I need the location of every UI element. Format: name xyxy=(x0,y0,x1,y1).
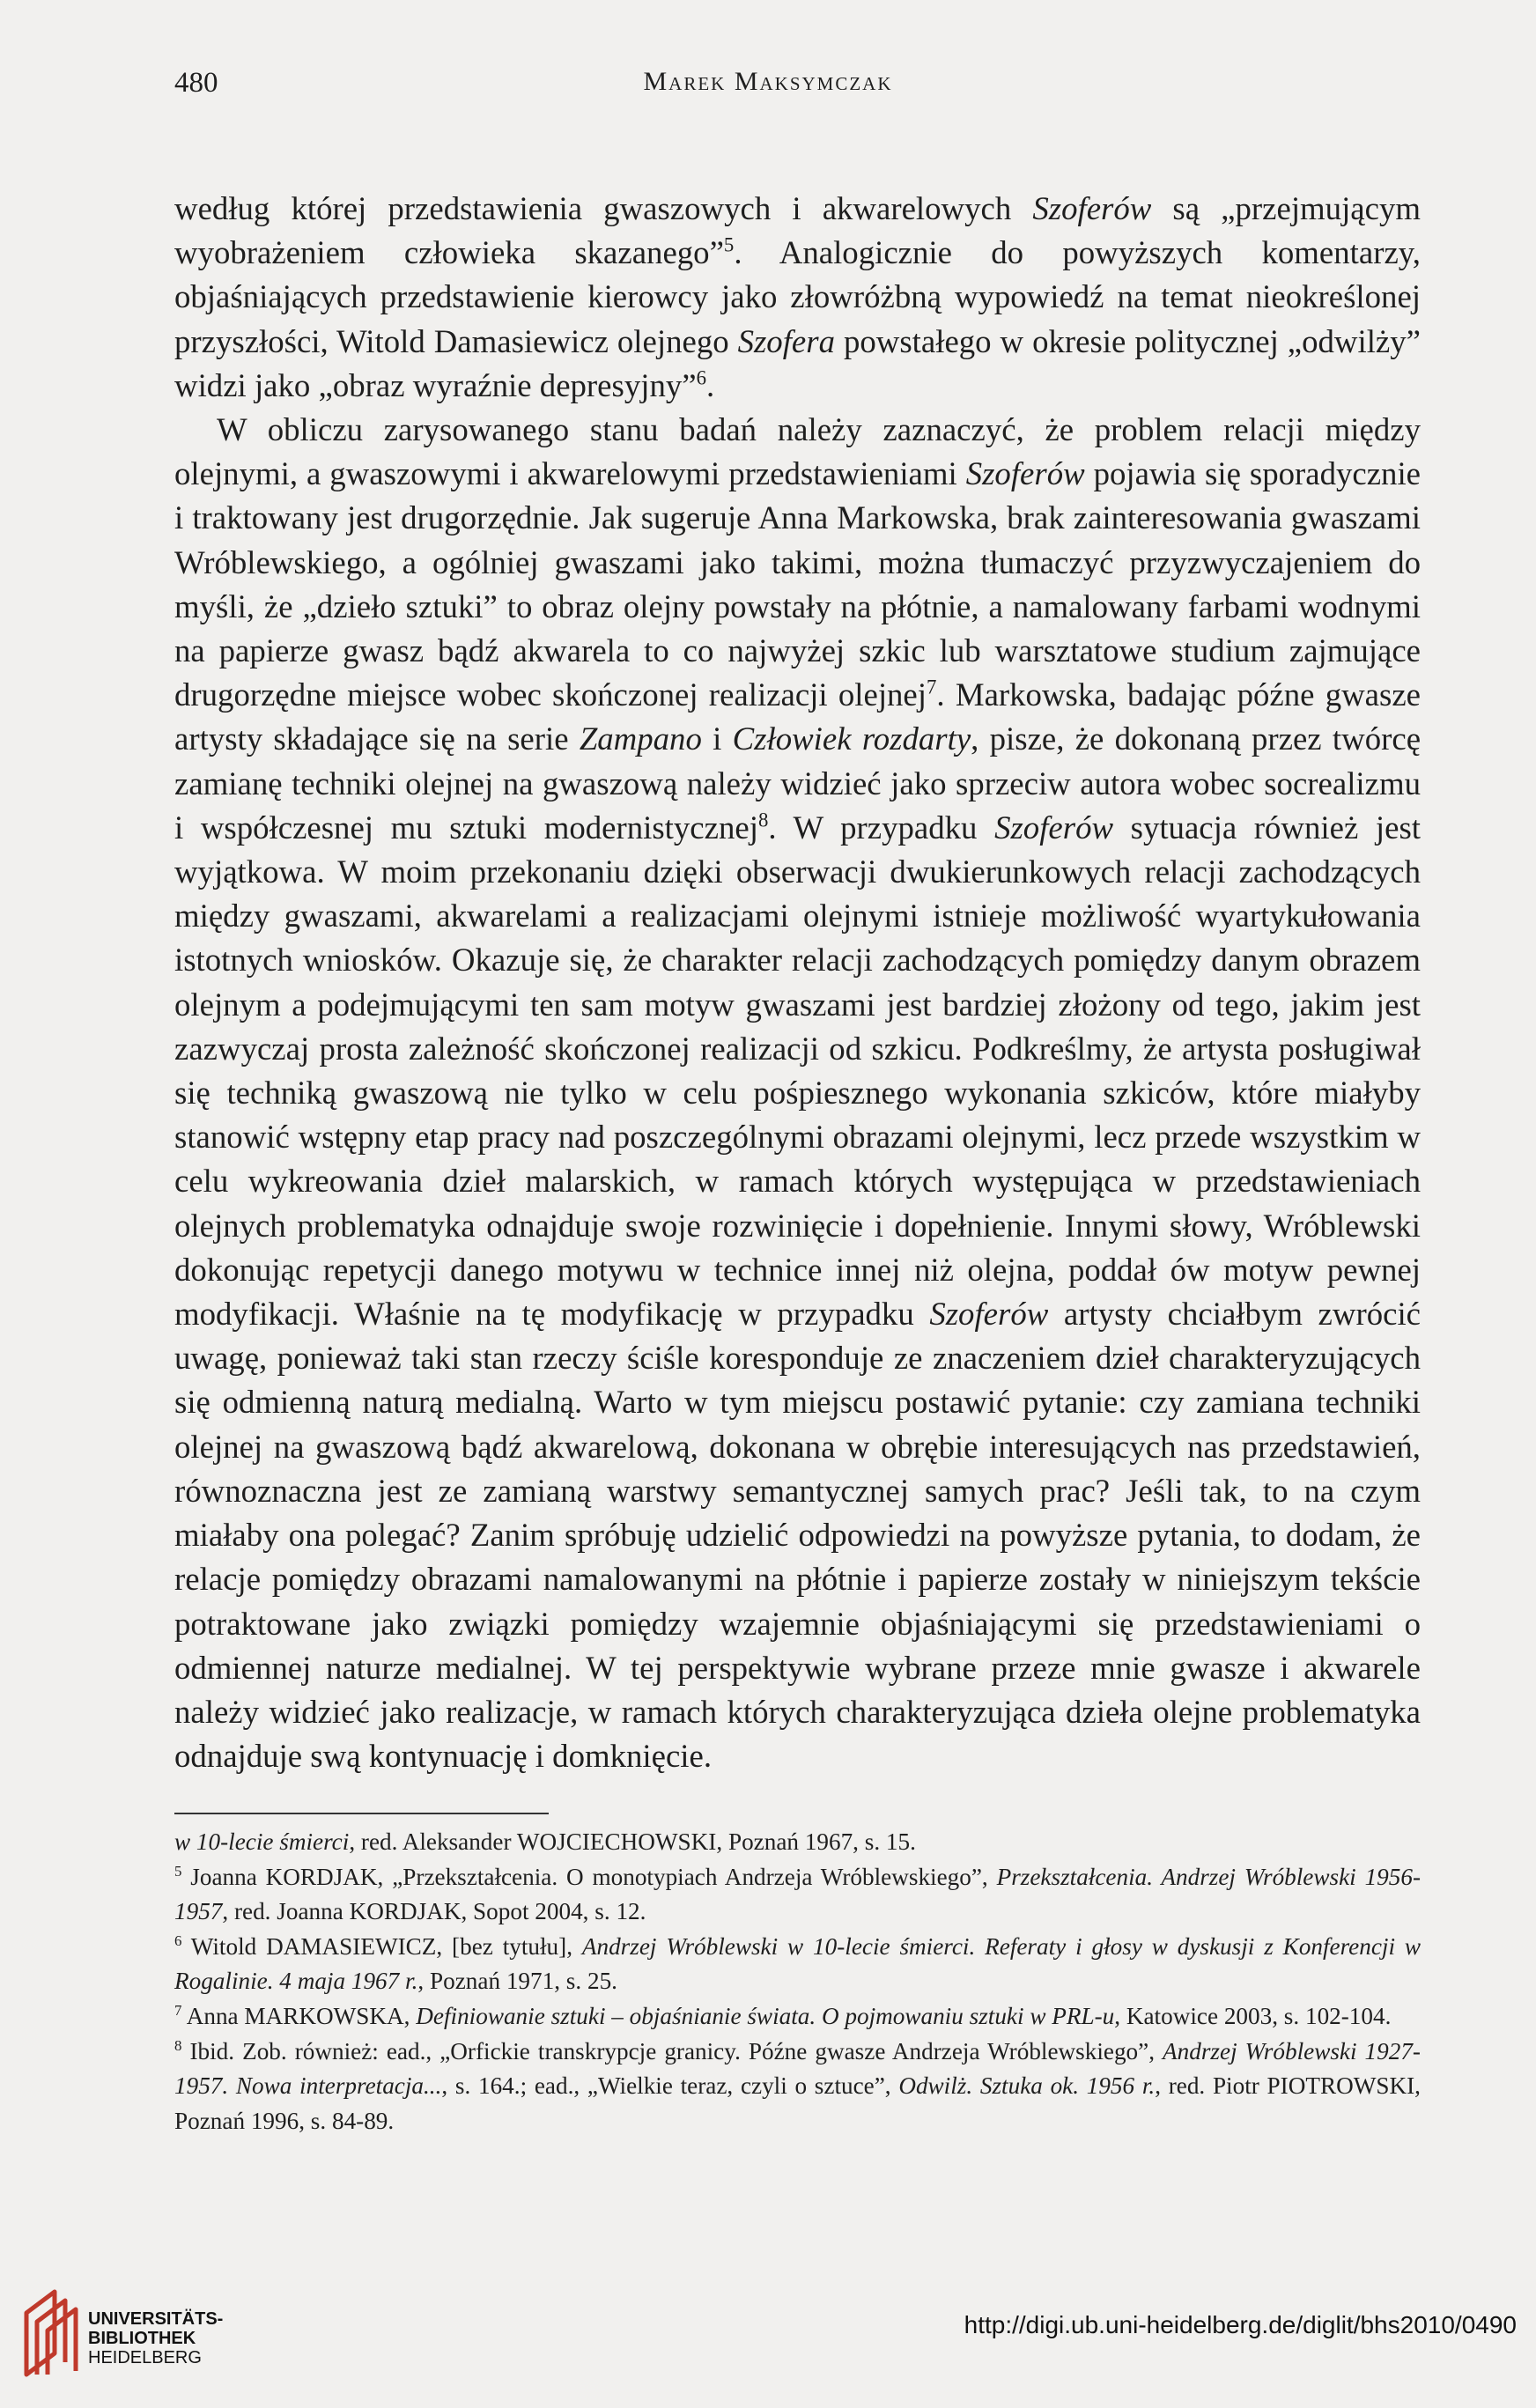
footnote-reference: 8 xyxy=(174,2036,182,2054)
text-run: W obliczu zarysowanego stanu badań należy zaznaczyć, że problem relacji między olejnymi, a gwaszowymi i akwarelowymi przedstawieniami xyxy=(174,411,1421,492)
italic-text: Szoferów xyxy=(1032,190,1152,226)
text-run: są „przejmującym wyobrażeniem człowieka skazanego” xyxy=(174,190,1421,271)
footnote-reference: 6 xyxy=(174,1932,182,1949)
digitization-footer xyxy=(0,2264,1536,2408)
italic-text: Szoferów xyxy=(965,455,1085,492)
library-name-line: UNIVERSITÄTS- xyxy=(88,2309,224,2329)
text-run: . W przypadku xyxy=(768,809,995,846)
text-run: , Katowice 2003, s. 102-104. xyxy=(1114,2002,1392,2029)
italic-text: Szoferów xyxy=(929,1296,1049,1333)
footnote-reference: 7 xyxy=(174,2001,182,2019)
text-run: . Analogicznie do powyższych komentarzy, objaśniających przedstawienie kierowcy jako złowróżbną wypowiedź na temat nieokreślonej przyszłości, Witold Damasiewicz olejnego xyxy=(174,234,1421,359)
italic-text: Szoferów xyxy=(994,809,1114,846)
footnote-reference: 5 xyxy=(174,1862,182,1880)
footnote xyxy=(174,2035,1421,2139)
text-run: sytuacja również jest wyjątkowa. W moim przekonaniu dzięki obserwacji dwukierunkowych relacji zachodzących między gwaszami, akwarelami a realizacjami olejnymi istnieje możliwość wyartykułowania istotnych wniosków. Okazuje się, że charakter relacji zachodzących pomiędzy danym obrazem olejnym a podejmującymi ten sam motyw gwaszami jest bardziej złożony od tego, jakim jest zazwyczaj prosta zależność skończonej realizacji od szkicu. Podkreślmy, że artysta posługiwał się techniką gwaszową nie tylko w celu pośpiesznego wykonania szkiców, które miałyby stanowić wstępny etap pracy nad poszczególnymi obrazami olejnymi, lecz przede wszystkim w celu wykreowania dzieł malarskich, w ramach których występująca w przedstawieniach olejnych problematyka odnajduje swoje rozwinięcie i dopełnienie. Innymi słowy, Wróblewski dokonując repetycji danego motywu w technice innej niż olejna, poddał ów motyw pewnej modyfikacji. Właśnie na tę modyfikację w przypadku xyxy=(174,809,1421,1333)
page-number: 480 xyxy=(174,67,218,99)
footnote xyxy=(174,1999,1421,2035)
text-run: Ibid. Zob. również: ead., „Orfickie transkrypcje granicy. Późne gwasze Andrzeja Wróblewskiego”, xyxy=(181,2037,1163,2065)
italic-text: Szofera xyxy=(737,322,835,359)
text-run: artysty chciałbym zwrócić uwagę, ponieważ taki stan rzeczy ściśle koresponduje ze znaczeniem dzieł charakteryzujących się odmienną naturą medialną. Warto w tym miejscu postawić pytanie: czy zamiana techniki olejnej na gwaszową bądź akwarelową, dokonana w obrębie interesujących nas przedstawień, równoznaczna jest ze zamianą warstwy semantycznej samych prac? Jeśli tak, to na czym miałaby ona polegać? Zanim spróbuję udzielić odpowiedzi na powyższe pytania, to dodam, że relacje pomiędzy obrazami namalowanymi na płótnie i papierze zostały w niniejszym tekście potraktowane jako związki pomiędzy wzajemnie objaśniającymi się przedstawieniami o odmiennej naturze medialnej. W tej perspektywie wybrane przeze mnie gwasze i akwarele należy widzieć jako realizacje, w ramach których charakteryzująca dzieła olejne problematyka odnajduje swą kontynuację i domknięcie. xyxy=(174,1296,1422,1775)
text-run: , red. Piotr PIOTROWSKI, Poznań 1996, s. 84-89. xyxy=(174,2072,1421,2134)
italic-text: Definiowanie sztuki – objaśnianie świata. O pojmowaniu sztuki w PRL-u xyxy=(416,2002,1115,2029)
library-name xyxy=(88,2309,223,2367)
footnote-reference: 8 xyxy=(757,809,769,831)
italic-text: Andrzej Wróblewski 1927-1957. Nowa interpretacja... xyxy=(174,2037,1421,2100)
text-run: pojawia się sporadycznie i traktowany jest drugorzędnie. Jak sugeruje Anna Markowska, brak zainteresowania gwaszami Wróblewskiego, a ogólniej gwaszami jako takimi, można tłumaczyć przyzwyczajeniem do myśli, że „dzieło sztuki” to obraz olejny powstały na płótnie, a namalowany farbami wodnymi na papierze gwasz bądź akwarela to co najwyżej szkic lub warsztatowe studium zajmujące drugorzędne miejsce wobec skończonej realizacji olejnej xyxy=(174,455,1421,713)
text-run: powstałego w okresie politycznej „odwilży” widzi jako „obraz wyraźnie depresyjny” xyxy=(174,322,1421,403)
text-run: , red. Aleksander WOJCIECHOWSKI, Poznań 1967, s. 15. xyxy=(349,1828,916,1855)
paragraph xyxy=(174,408,1421,1778)
footnote-divider xyxy=(174,1813,549,1814)
text-run: , pisze, że dokonaną przez twórcę zamianę techniki olejnej na gwaszową należy widzieć jako sprzeciw autora wobec socrealizmu i współczesnej mu sztuki modernistycznej xyxy=(174,720,1422,846)
body-text xyxy=(174,187,1421,1778)
text-run: i xyxy=(701,720,733,757)
italic-text: Andrzej Wróblewski w 10-lecie śmierci. Referaty i głosy w dyskusji z Konferencji w Rogalinie. 4 maja 1967 r. xyxy=(174,1932,1421,1995)
footnotes xyxy=(174,1825,1421,2138)
italic-text: w 10-lecie śmierci xyxy=(174,1828,350,1855)
italic-text: Zampano xyxy=(579,720,702,757)
text-run: , red. Joanna KORDJAK, Sopot 2004, s. 12. xyxy=(222,1898,646,1925)
footnote-reference: 6 xyxy=(696,366,706,389)
italic-text: Odwilż. Sztuka ok. 1956 r. xyxy=(898,2072,1156,2100)
footnote-reference: 7 xyxy=(927,676,937,698)
italic-text: Człowiek rozdarty xyxy=(732,720,971,757)
library-name-line: BIBLIOTHEK xyxy=(88,2329,196,2348)
text-run: , s. 164.; ead., „Wielkie teraz, czyli o sztuce”, xyxy=(441,2072,899,2100)
text-run: Witold DAMASIEWICZ, [bez tytułu], xyxy=(181,1932,582,1960)
text-run: Joanna KORDJAK, „Przekształcenia. O monotypiach Andrzeja Wróblewskiego”, xyxy=(181,1863,997,1890)
text-run: , Poznań 1971, s. 25. xyxy=(417,1968,617,1995)
italic-text: Przekształcenia. Andrzej Wróblewski 1956-1957 xyxy=(174,1863,1421,1925)
library-name-line: HEIDELBERG xyxy=(88,2348,202,2367)
text-run: Anna MARKOWSKA, xyxy=(181,2002,417,2029)
running-head: Marek Maksymczak xyxy=(643,67,893,96)
footnote xyxy=(174,1930,1421,1999)
footnote xyxy=(174,1825,1421,1860)
text-run: . xyxy=(705,366,715,403)
text-run: . Markowska, badając późne gwasze artysty składające się na serie xyxy=(174,676,1421,757)
paragraph xyxy=(174,187,1421,408)
text-run: według której przedstawienia gwaszowych i akwarelowych xyxy=(174,190,1033,226)
footnote-reference: 5 xyxy=(723,233,735,256)
university-library-logo-icon xyxy=(19,2286,81,2382)
footnote xyxy=(174,1860,1421,1930)
source-url-link[interactable]: http://digi.ub.uni-heidelberg.de/diglit/bhs2010/0490 xyxy=(964,2311,1517,2338)
